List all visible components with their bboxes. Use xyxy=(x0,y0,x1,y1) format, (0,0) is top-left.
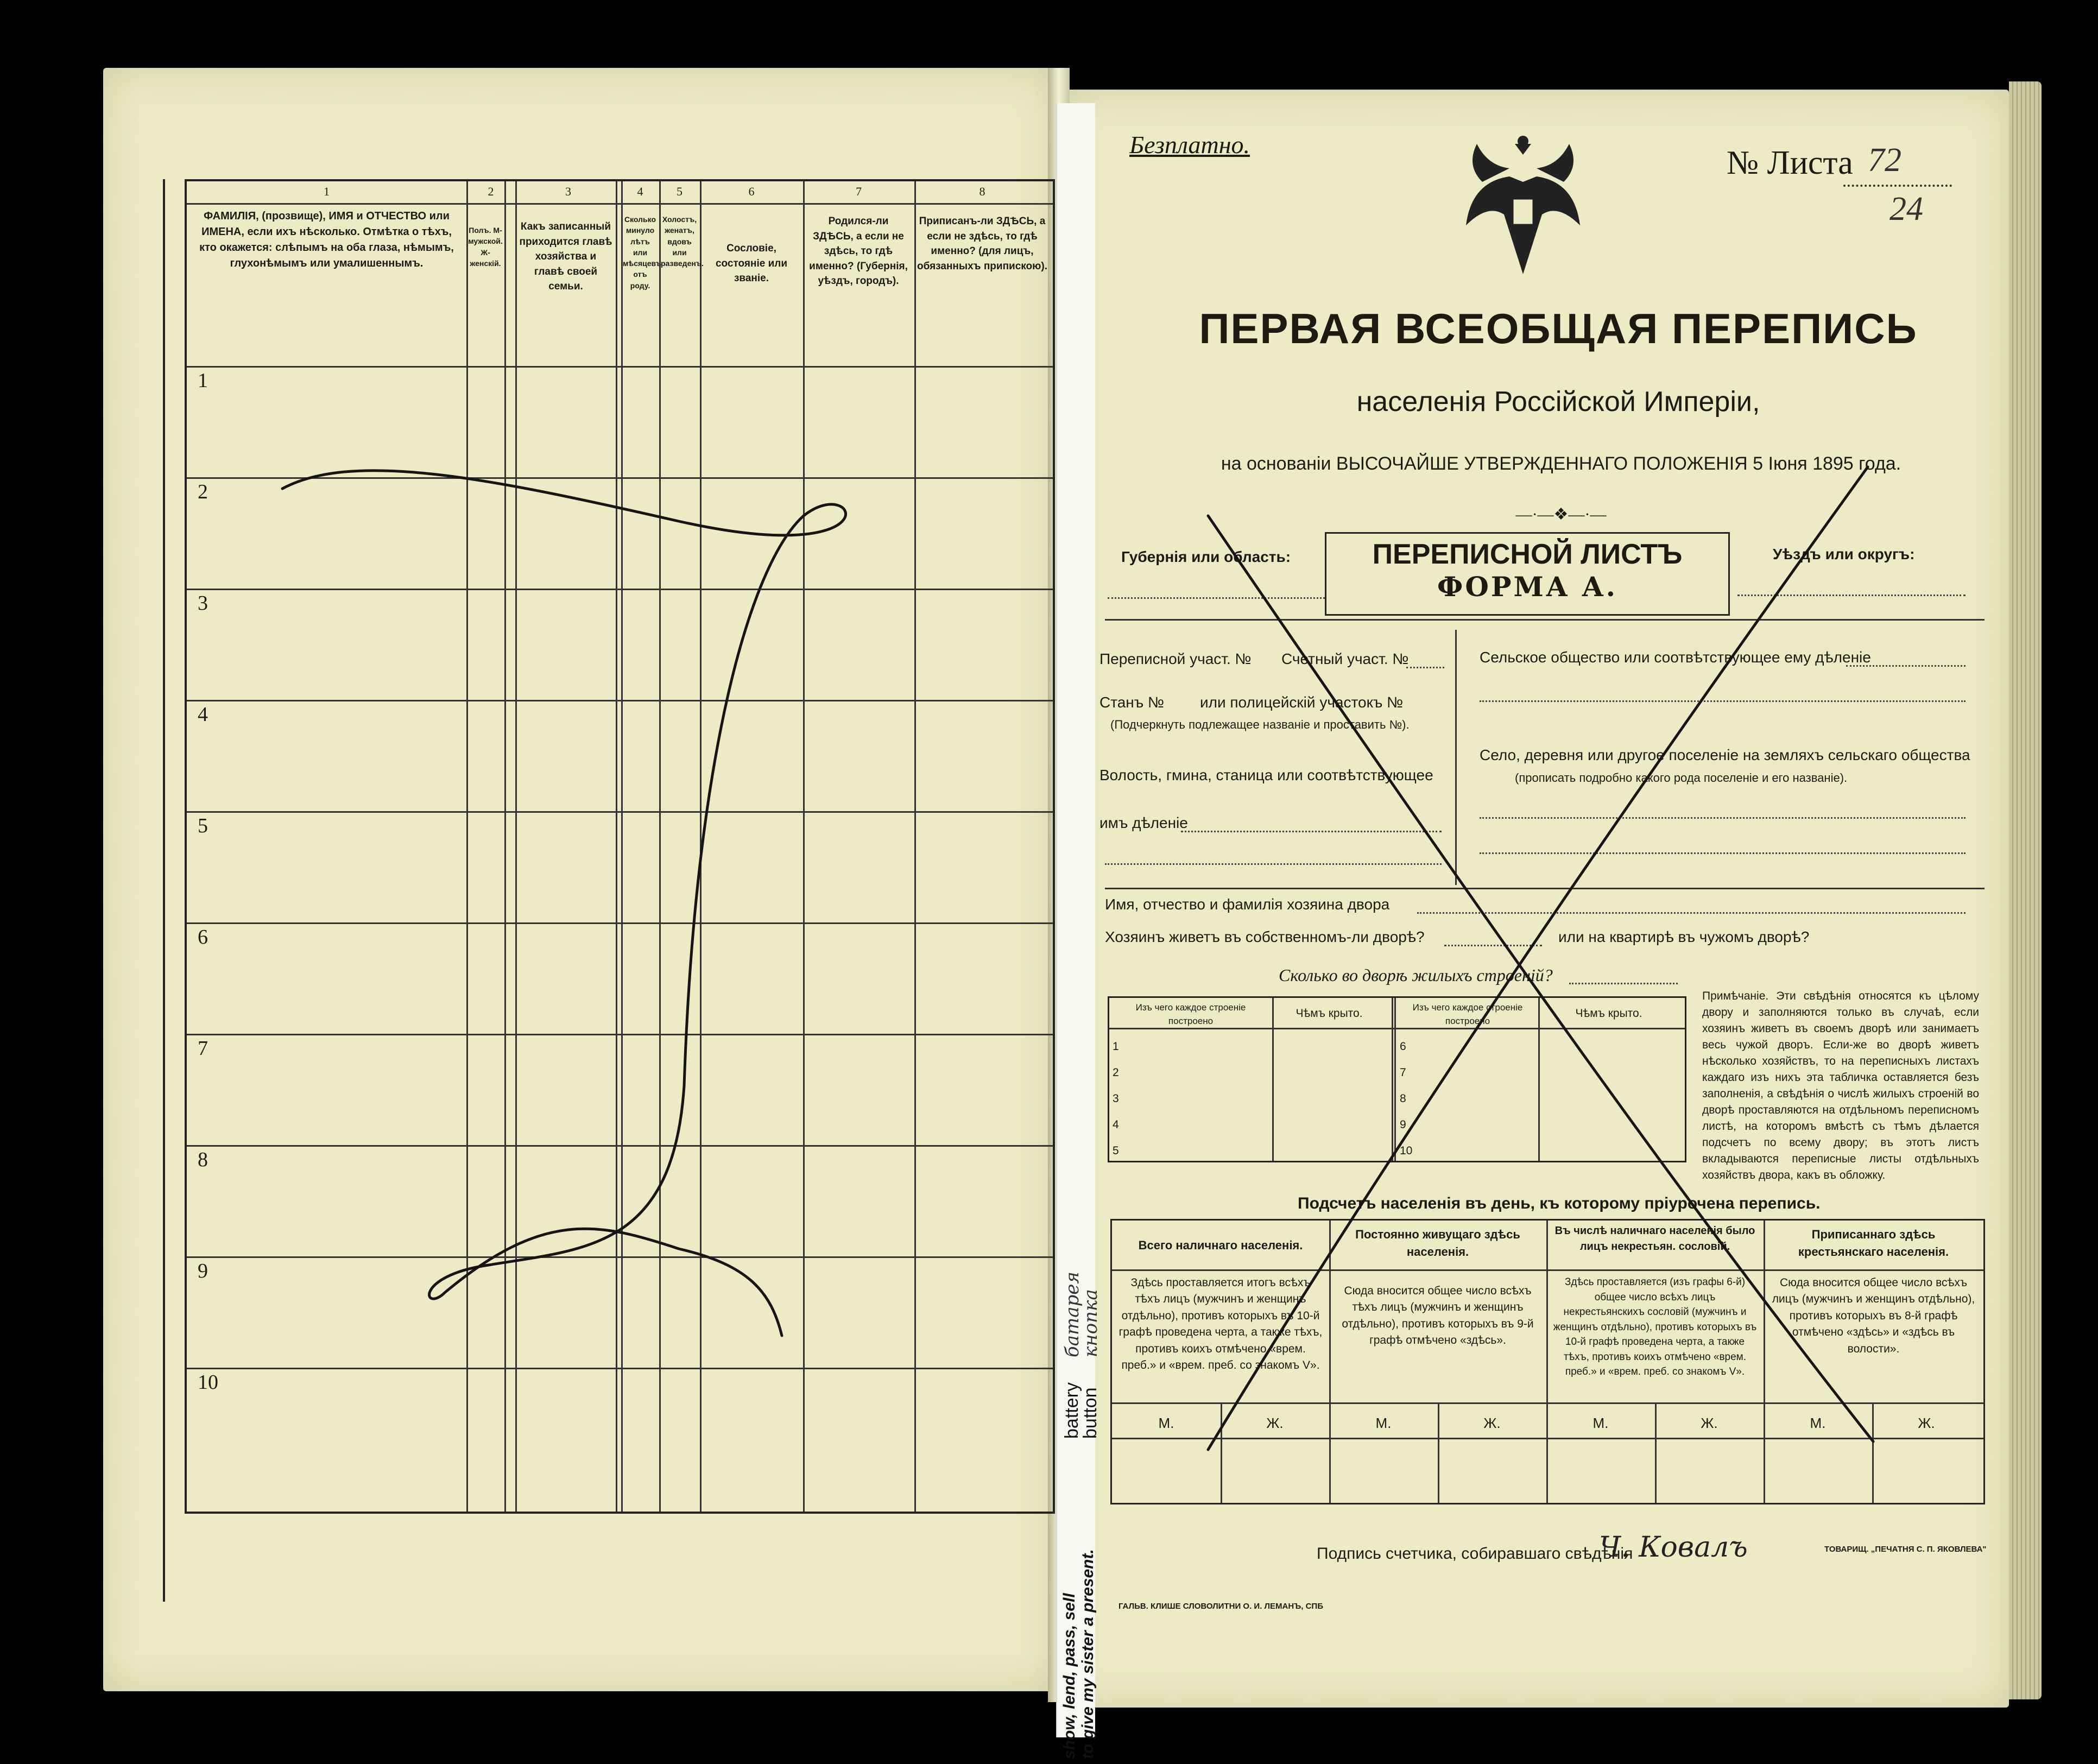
col-divider xyxy=(504,181,506,1512)
tally-f: Ж. xyxy=(1266,1415,1284,1431)
bt-head-material: Изъ чего каждое строеніе построено xyxy=(1135,1002,1246,1026)
province-line xyxy=(1108,597,1325,599)
row-divider xyxy=(187,700,1053,701)
bt-rows-left xyxy=(1113,1034,1119,1164)
col-divider xyxy=(659,181,661,1512)
bt-row-num: 10 xyxy=(1400,1145,1413,1157)
bt-col xyxy=(1538,998,1540,1161)
column-number: 3 xyxy=(565,185,571,198)
strip-handwriting-battery: батарея xyxy=(1061,1272,1083,1357)
owner-name-line xyxy=(1417,912,1966,914)
bt-row-num: 5 xyxy=(1113,1145,1119,1157)
owner-lives-line xyxy=(1444,945,1542,946)
tally-table xyxy=(1110,1219,1985,1504)
row-number: 3 xyxy=(198,592,208,615)
ornament-divider: —·—❖—·— xyxy=(1515,505,1607,523)
building-note: Примѣчаніе. Эти свѣдѣнія относятся къ цѣлому двору и заполняются только въ случаѣ, если хозяинъ живетъ въ своемъ дворѣ или занимаетъ весь чужой дворъ. Если-же во дворѣ живетъ нѣсколько хозяйствъ, то на переписныхъ листахъ каждаго изъ нихъ эта табличка оставляется безъ заполненія, а свѣдѣнія о числѣ жилыхъ строеній во дворѣ проставляются на отдѣльномъ переписномъ листѣ, на которомъ вмѣстѣ съ тѣмъ дѣлается подсчетъ по всему двору; въ этотъ листъ вкладываются переписные листы отдѣльныхъ хозяйствъ двора, какъ въ обложку. xyxy=(1702,990,1979,1182)
tally-m: М. xyxy=(1158,1415,1174,1431)
document-subtitle: населенія Россійской Имперіи, xyxy=(1356,386,1760,418)
document-basis: на основаніи ВЫСОЧАЙШЕ УТВЕРЖДЕННАГО ПОЛОЖЕНІЯ 5 Іюня 1895 года. xyxy=(1221,453,1901,474)
tally-rule xyxy=(1112,1402,1983,1404)
printer-left: ГАЛЬВ. КЛИШЕ СЛОВОЛИТНИ О. И. ЛЕМАНЪ, СПБ xyxy=(1118,1602,1323,1611)
column-header-registered: Приписанъ-ли ЗДѢСЬ, а если не здѣсь, то гдѣ именно? (для лицъ, обязанныхъ припискою). xyxy=(917,216,1047,272)
row-number: 7 xyxy=(198,1037,208,1060)
police-label: или полицейскій участокъ № xyxy=(1200,694,1404,711)
address-divider xyxy=(1455,630,1457,885)
bt-row-num: 8 xyxy=(1400,1092,1406,1105)
row-number: 2 xyxy=(198,480,208,503)
column-number: 2 xyxy=(488,185,494,198)
column-header-name: ФАМИЛІЯ, (прозвище), ИМЯ и ОТЧЕСТВО или ИМЕНА, если ихъ нѣсколько. Отмѣтка о тѣхъ, кто окажется: слѣпымъ на оба глаза, нѣмымъ, глухонѣмымъ или умалишеннымъ. xyxy=(199,210,454,269)
division-label: имъ дѣленіе xyxy=(1099,814,1188,831)
tally-rule xyxy=(1112,1269,1983,1271)
bt-head-rule xyxy=(1109,1028,1685,1029)
tally-title: Подсчетъ населенія въ день, къ которому пріурочена перепись. xyxy=(1298,1194,1821,1212)
inserted-paper-strip xyxy=(1056,103,1102,1759)
row-number: 6 xyxy=(198,926,208,949)
bt-head-roof: Чѣмъ крыто. xyxy=(1296,1007,1363,1020)
rural-society-line xyxy=(1846,665,1966,667)
column-header-estate: Сословіе, состояніе или званіе. xyxy=(715,243,788,284)
division-line-2 xyxy=(1105,863,1442,865)
row-divider xyxy=(187,589,1053,590)
strip-handwriting-button: кнопка xyxy=(1080,1289,1102,1357)
sheet-number-value: 72 xyxy=(1868,142,1901,179)
sheet-title: ПЕРЕПИСНОЙ ЛИСТЪ xyxy=(1372,539,1683,570)
column-number: 8 xyxy=(979,185,985,198)
column-number: 7 xyxy=(856,185,862,198)
owner-name-label: Имя, отчество и фамилія хозяина двора xyxy=(1105,896,1390,913)
row-number: 10 xyxy=(198,1371,218,1394)
tally-rule xyxy=(1112,1438,1983,1439)
tally-col xyxy=(1329,1221,1331,1503)
tally-m: М. xyxy=(1375,1415,1392,1431)
printer-right: ТОВАРИЩ. „ПЕЧАТНЯ С. П. ЯКОВЛЕВА" xyxy=(1824,1545,1987,1554)
strip-line-2: to give my sister a present. xyxy=(1079,1549,1097,1759)
bt-col-double xyxy=(1392,998,1396,1161)
underline-note: (Подчеркнуть подлежащее названіе и проставить №). xyxy=(1110,718,1410,731)
left-census-table xyxy=(185,179,1055,1514)
bt-row-num: 7 xyxy=(1400,1066,1406,1079)
row-divider xyxy=(187,366,1053,368)
bt-row-num: 3 xyxy=(1113,1092,1119,1105)
column-header-birthplace: Родился-ли ЗДѢСЬ, а если не здѣсь, то гдѣ именно? (Губернія, уѣздъ, городъ). xyxy=(809,216,908,287)
bt-head-material-2: Изъ чего каждое строеніе построено xyxy=(1412,1002,1523,1026)
form-label: ФОРМА А. xyxy=(1437,571,1618,603)
tally-m: М. xyxy=(1593,1415,1609,1431)
column-header-age: Сколько минуло лѣтъ или мѣсяцевъ отъ роду. xyxy=(623,215,662,290)
bt-head-roof-2: Чѣмъ крыто. xyxy=(1575,1007,1642,1020)
column-header-sex: Полъ. М-мужской. Ж-женскій. xyxy=(468,226,503,268)
row-divider xyxy=(187,1034,1053,1035)
buildings-label: Сколько во дворѣ жилыхъ строеній? xyxy=(1279,965,1553,985)
bt-rows-right xyxy=(1400,1034,1412,1164)
row-divider xyxy=(187,922,1053,924)
bt-row-num: 4 xyxy=(1113,1118,1119,1131)
tally-text-total: Здѣсь проставляется итогъ всѣхъ тѣхъ лицъ (мужчинъ и женщинъ отдѣльно), противъ которыхъ въ 10-й графѣ проведена черта, а также тѣхъ, противъ коихъ отмѣчено «врем. преб.» и «врем. преб. со знакомъ V». xyxy=(1118,1276,1323,1372)
col-divider xyxy=(700,181,702,1512)
strip-button-label: button xyxy=(1080,1387,1101,1439)
buildings-line xyxy=(1569,983,1678,984)
col-divider xyxy=(616,181,617,1512)
bt-col xyxy=(1272,998,1274,1161)
village-line-2 xyxy=(1480,852,1966,854)
sheet-number-line xyxy=(1843,185,1952,187)
census-area-label: Переписной участ. № xyxy=(1099,650,1252,667)
row-number: 8 xyxy=(198,1148,208,1171)
province-label: Губернія или область: xyxy=(1121,548,1291,565)
row-divider xyxy=(187,477,1053,479)
village-label: Село, деревня или другое поселеніе на земляхъ сельскаго общества xyxy=(1480,747,1970,763)
tally-head-peasant: Приписаннаго здѣсь крестьянскаго населенія. xyxy=(1798,1228,1949,1259)
signature: Ч. Ковалъ xyxy=(1599,1531,1748,1564)
section-rule xyxy=(1105,888,1985,889)
tally-col xyxy=(1546,1221,1548,1503)
section-rule xyxy=(1105,619,1985,621)
column-header-marital: Холостъ, женатъ, вдовъ или разведенъ. xyxy=(661,215,704,268)
strip-line-1: show, lend, pass, sell xyxy=(1060,1593,1078,1759)
bt-row-num: 6 xyxy=(1400,1040,1406,1053)
tally-f: Ж. xyxy=(1483,1415,1501,1431)
col-divider xyxy=(803,181,805,1512)
left-margin-rule xyxy=(163,179,165,1602)
row-number: 5 xyxy=(198,814,208,837)
col-divider xyxy=(621,181,623,1512)
row-number: 4 xyxy=(198,703,208,726)
column-number: 6 xyxy=(748,185,755,198)
row-divider xyxy=(187,1368,1053,1369)
row-divider xyxy=(187,1145,1053,1147)
bt-row-num: 1 xyxy=(1113,1040,1119,1053)
row-divider xyxy=(187,811,1053,813)
row-number: 1 xyxy=(198,369,208,392)
tally-f: Ж. xyxy=(1918,1415,1935,1431)
row-number: 9 xyxy=(198,1260,208,1282)
tally-f: Ж. xyxy=(1701,1415,1718,1431)
signature-label: Подпись счетчика, собиравшаго свѣдѣнія xyxy=(1317,1545,1633,1563)
or-rent-label: или на квартирѣ въ чужомъ дворѣ? xyxy=(1558,928,1810,945)
col-divider xyxy=(914,181,916,1512)
col-divider xyxy=(515,181,517,1512)
row-divider xyxy=(187,203,1053,205)
bt-row-num: 2 xyxy=(1113,1066,1119,1079)
document-title: ПЕРВАЯ ВСЕОБЩАЯ ПЕРЕПИСЬ xyxy=(1199,305,1918,352)
free-label: Безплатно. xyxy=(1129,131,1250,159)
column-number: 5 xyxy=(677,185,683,198)
tally-text-nonpeasant: Здѣсь проставляется (изъ графы 6-й) общее число всѣхъ лицъ некрестьянскихъ сословій (мужчинъ и женщинъ отдѣльно), противъ которыхъ въ 10-й графѣ проведена черта, а также тѣхъ, противъ коихъ отмѣчено «врем. преб.» и «врем. преб. со знакомъ V». xyxy=(1553,1276,1757,1378)
tally-col xyxy=(1764,1221,1765,1503)
column-number: 4 xyxy=(637,185,643,198)
tally-m: М. xyxy=(1810,1415,1826,1431)
district-line xyxy=(1737,595,1966,596)
column-number: 1 xyxy=(324,185,330,198)
bt-row-num: 9 xyxy=(1400,1118,1406,1131)
page-edges xyxy=(2009,81,2042,1699)
sheet-title-box xyxy=(1325,532,1730,616)
rural-society-line-2 xyxy=(1480,700,1966,702)
sheet-number-label: № Листа xyxy=(1727,144,1853,181)
column-header-relation: Какъ записанный приходится главѣ хозяйства и главѣ своей семьи. xyxy=(519,221,612,293)
buildings-table xyxy=(1108,996,1686,1162)
district-label: Уѣздъ или округъ: xyxy=(1773,546,1915,562)
col-divider xyxy=(466,181,468,1512)
tally-text-permanent: Сюда вносится общее число всѣхъ тѣхъ лицъ (мужчинъ и женщинъ отдѣльно), противъ которыхъ въ 9-й графѣ отмѣчено «здѣсь». xyxy=(1342,1285,1534,1347)
volost-label: Волость, гмина, станица или соотвѣтствующее xyxy=(1099,767,1433,783)
division-line xyxy=(1181,831,1442,832)
tally-head-nonpeasant: Въ числѣ наличнаго населенія было лицъ некрестьян. сословій. xyxy=(1554,1225,1755,1253)
strip-battery-label: battery xyxy=(1061,1382,1082,1439)
owner-lives-label: Хозяинъ живетъ въ собственномъ-ли дворѣ? xyxy=(1105,928,1425,945)
tally-head-permanent: Постоянно живущаго здѣсь населенія. xyxy=(1355,1228,1520,1259)
camp-label: Станъ № xyxy=(1099,694,1165,711)
sheet-number-value-2: 24 xyxy=(1890,191,1923,227)
counting-area-line xyxy=(1406,667,1444,668)
rural-society-label: Сельское общество или соотвѣтствующее ему дѣленіе xyxy=(1480,649,1871,666)
tally-text-peasant: Сюда вносится общее число всѣхъ лицъ (мужчинъ и женщинъ отдѣльно), противъ которыхъ въ 8-й графѣ отмѣчено «здѣсь» и «здѣсь въ волости». xyxy=(1772,1276,1975,1355)
village-line xyxy=(1480,817,1966,819)
village-note: (прописать подробно какого рода поселеніе и его названіе). xyxy=(1515,771,1848,785)
row-divider xyxy=(187,1256,1053,1258)
double-headed-eagle-emblem xyxy=(1461,133,1585,285)
tally-head-total: Всего наличнаго населенія. xyxy=(1138,1238,1303,1252)
counting-area-label: Счетный участ. № xyxy=(1281,650,1409,667)
